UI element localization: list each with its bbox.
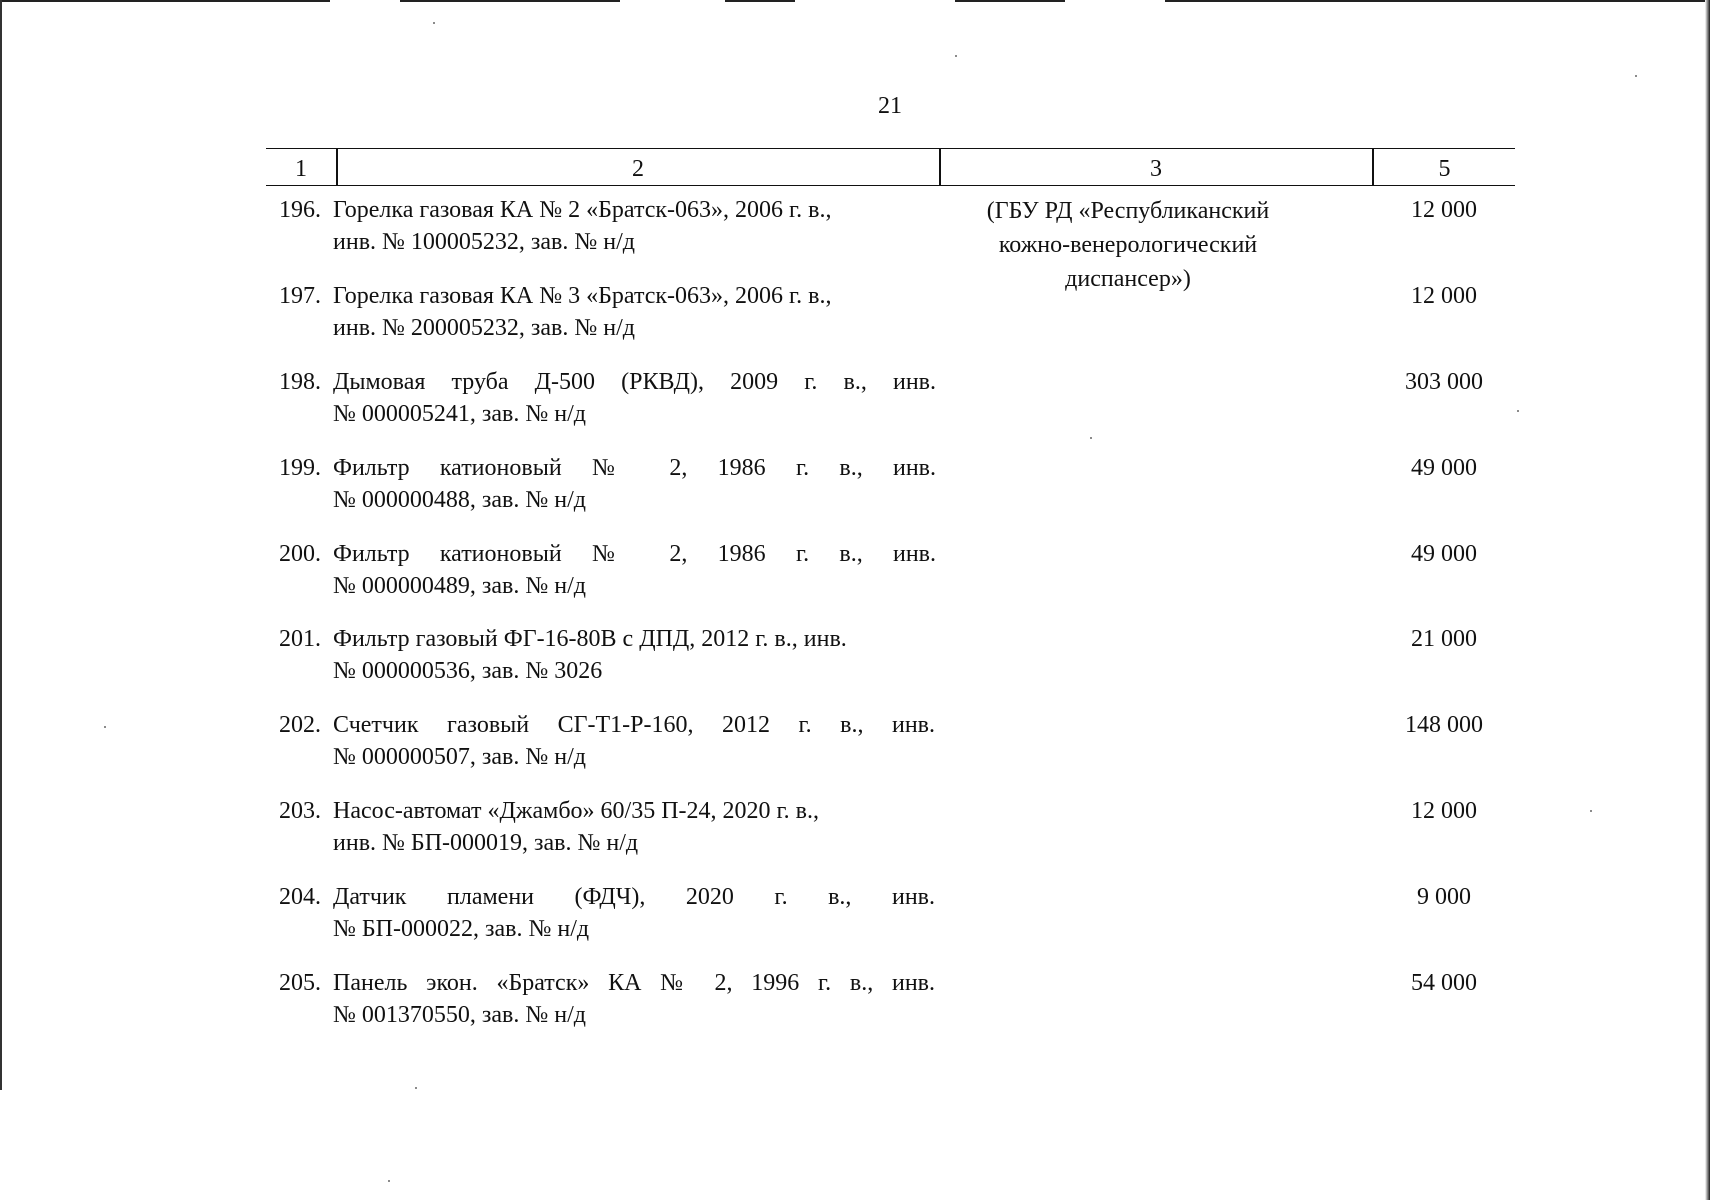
description-line: № 000000489, зав. № н/д <box>333 573 586 599</box>
header-col-1: 1 <box>295 156 307 182</box>
description-line: Дымовая труба Д-500 (РКВД), 2009 г. в., инв. <box>333 369 936 395</box>
description-line: инв. № 200005232, зав. № н/д <box>333 315 636 341</box>
scan-border-fragment <box>1165 0 1705 2</box>
row-value: 21 000 <box>1411 626 1477 652</box>
description-line: Горелка газовая КА № 2 «Братск-063», 2006 г. в., <box>333 197 832 223</box>
scan-speck <box>104 726 106 728</box>
row-description <box>333 366 936 430</box>
row-description <box>333 194 938 258</box>
description-line: инв. № 100005232, зав. № н/д <box>333 229 636 255</box>
owner-line: (ГБУ РД «Республиканский <box>986 198 1270 224</box>
scan-border-fragment <box>725 0 795 2</box>
row-description <box>333 709 935 773</box>
description-line: № БП-000022, зав. № н/д <box>333 916 590 942</box>
description-line: Насос-автомат «Джамбо» 60/35 П-24, 2020 г. в., <box>333 798 819 824</box>
row-description <box>333 452 936 516</box>
row-number: 203. <box>279 798 321 824</box>
header-col-5: 5 <box>1438 156 1451 182</box>
row-value: 49 000 <box>1411 455 1477 481</box>
header-col-2: 2 <box>632 156 644 182</box>
row-number: 204. <box>279 884 321 910</box>
scan-border-fragment <box>400 0 620 2</box>
scan-speck <box>433 22 435 24</box>
row-description <box>333 280 938 344</box>
scan-border-fragment <box>955 0 1065 2</box>
description-line: Горелка газовая КА № 3 «Братск-063», 2006 г. в., <box>333 283 832 309</box>
table-row <box>266 795 1515 875</box>
description-line: № 001370550, зав. № н/д <box>333 1002 586 1028</box>
table-row <box>266 452 1515 532</box>
row-description <box>333 623 936 687</box>
owner-line: кожно-венерологический <box>998 232 1258 258</box>
page-number: 21 <box>878 93 902 119</box>
row-value: 12 000 <box>1411 283 1477 309</box>
scan-border-fragment <box>0 0 330 2</box>
row-number: 202. <box>279 712 321 738</box>
table-row <box>266 709 1515 789</box>
row-value: 148 000 <box>1405 712 1483 738</box>
row-number: 201. <box>279 626 321 652</box>
table-row <box>266 366 1515 446</box>
row-number: 200. <box>279 541 321 567</box>
description-line: Фильтр катионовый № 2, 1986 г. в., инв. <box>333 455 936 481</box>
row-number: 199. <box>279 455 321 481</box>
row-number: 205. <box>279 970 321 996</box>
description-line: Фильтр газовый ФГ-16-80В с ДПД, 2012 г. в., инв. <box>333 626 847 652</box>
scan-edge-line <box>0 0 2 1090</box>
row-description <box>333 538 936 602</box>
scan-speck <box>955 55 957 57</box>
scan-speck <box>1517 410 1519 412</box>
table-row <box>266 623 1515 703</box>
description-line: инв. № БП-000019, зав. № н/д <box>333 830 639 856</box>
scan-speck <box>1590 810 1592 812</box>
description-line: № 000005241, зав. № н/д <box>333 401 586 427</box>
table-row <box>266 967 1515 1047</box>
table-row <box>266 194 1515 274</box>
table-header <box>266 148 1515 186</box>
row-value: 12 000 <box>1411 197 1477 223</box>
description-line: № 000000507, зав. № н/д <box>333 744 586 770</box>
description-line: Счетчик газовый СГ-Т1-Р-160, 2012 г. в., инв. <box>333 712 935 738</box>
row-number: 196. <box>279 197 321 223</box>
table-row <box>266 280 1515 360</box>
description-line: Датчик пламени (ФДЧ), 2020 г. в., инв. <box>333 884 935 910</box>
row-value: 303 000 <box>1405 369 1483 395</box>
description-line: № 000000536, зав. № 3026 <box>333 658 603 684</box>
row-number: 198. <box>279 369 321 395</box>
table-row <box>266 538 1515 618</box>
row-value: 54 000 <box>1411 970 1477 996</box>
scan-speck <box>1635 75 1637 77</box>
table-row <box>266 881 1515 961</box>
row-value: 12 000 <box>1411 798 1477 824</box>
scan-speck <box>415 1087 417 1089</box>
row-description <box>333 795 935 859</box>
scan-edge-shadow <box>1705 0 1710 1200</box>
row-value: 9 000 <box>1417 884 1471 910</box>
scan-speck <box>388 1180 390 1182</box>
description-line: № 000000488, зав. № н/д <box>333 487 586 513</box>
header-col-3: 3 <box>1150 156 1162 182</box>
description-line: Панель экон. «Братск» КА № 2, 1996 г. в., инв. <box>333 970 935 996</box>
row-value: 49 000 <box>1411 541 1477 567</box>
row-description <box>333 881 935 945</box>
description-line: Фильтр катионовый № 2, 1986 г. в., инв. <box>333 541 936 567</box>
row-description <box>333 967 935 1031</box>
owner-line: диспансер») <box>1065 266 1191 292</box>
row-number: 197. <box>279 283 321 309</box>
